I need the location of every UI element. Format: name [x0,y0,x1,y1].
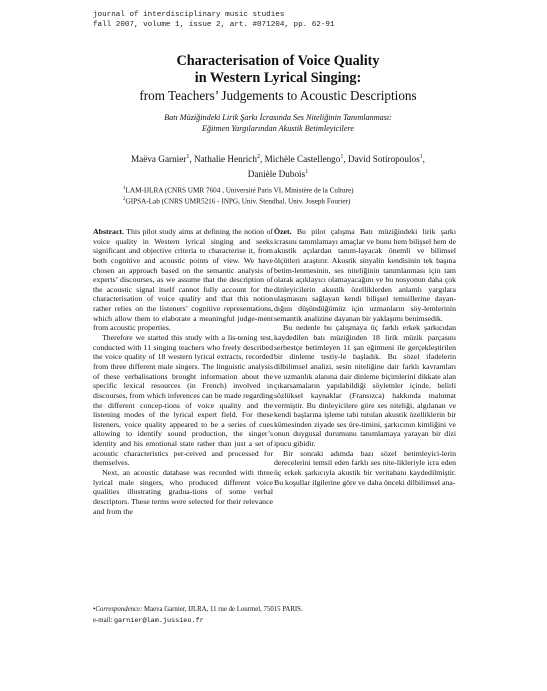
journal-header [93,11,335,30]
author-affiliation-mark: 1 [305,168,309,175]
affiliation-mark: 1 [123,186,126,191]
title-line-1: Characterisation of Voice Quality [176,53,380,69]
author-name: Danièle Dubois [247,168,306,179]
abstract-heading: Abstract. [93,227,124,236]
abstract-paragraph [93,227,273,333]
abstract-column [93,227,273,516]
ozet-heading: Özet. [274,227,292,236]
journal-name: journal of interdisciplinary music studies [93,11,285,19]
affiliation-text: LAM-IJLRA (CNRS UMR 7604 , Université Paris VI, Ministère de la Culture) [125,186,354,195]
footnote-address: Maeva Garnier, IJLRA, 11 rue de Lourmel, 75015 PARIS. [144,606,303,613]
turkish-title-line-1: Batı Müziğindeki Lirik Şarkı İcrasında Ses Niteliğinin Tanımlanması: [164,113,392,122]
turkish-title-line-2: Eğitmen Yargılarından Akustik Betimleyicilere [202,124,354,133]
author-name: Nathalie Henrich [193,154,257,165]
author-affiliation-mark: 1 [419,154,423,160]
author-name: Maëva Garnier [131,154,187,165]
journal-issue: fall 2007, volume 1, issue 2, art. #071204, pp. 62-91 [93,20,335,29]
paper-title [93,53,463,87]
affiliation-mark: 2 [123,197,126,203]
ozet-paragraph: Bu nedenle bu çalışmaya üç farklı erkek şarkıcıdan kaydedilen batı müziğinden 18 lirik müzik parçasını serbestçe betimleyen 11 şan eğitmeni ile gerçekleştirilen bir dinleme testiy-le başladık. Bu sözel ifadelerin dilbilimsel analizi, sesin niteliğine dair farklı kavramları ve uzmanlık alanına dair dinleme biçimlerini dikkate alan çıkarsamaların yapılabildiği söylemler içinde, belirli sözlüksel kaynaklar (Fransızca) hakkında malumat vermiştir. Bu dinleyicilere göre ses niteliği, algılanan ve kendi başlarına işleme tabi tutulan akustik özelliklerin bir kümesinden ziyade ses üre-timini, şarkıcının kimliğini ve onun duygusal durumunu tanımlamaya yarayan bir dizi ipucu gibidir. [274,323,456,449]
ozet-column [274,227,456,487]
ozet-paragraph: Bir sonraki adımda bazı sözel betimleyici-lerin derecelerini temsil eden farklı ses nite-likleriyle icra eden üç erkek şarkıcıyla akustik bir veritabanı kaydedilmiştir. Bu koşullar ilgilerine göre ve daha önceki dilbilimsel ana- [274,448,456,487]
email-label: e-mail: [93,617,113,624]
email-link[interactable]: garnier@lam.jussieu.fr [113,617,204,625]
author-affiliation-mark: 2 [256,154,260,160]
ozet-paragraph [274,227,456,323]
turkish-title [93,112,463,134]
abstract-paragraph: Therefore we started this study with a lis-tening test, conducted with 11 singing teachers who freely described the voice quality of 18 western lyrical extracts, recorded from three different male singers. The linguistic analysis of these verbalisations brought information about the specific lexical resources (in French) involved in discourses, from which inferences can be made regarding the different concep-tions of voice quality and the listening modes of the lyrical expert field. For these listeners, voice quality appeared to be a series of cues allowing to identify sound production, the singer’s identity and his emotional state rather than just a set of acoustic characteristics per-ceived and processed for themselves. [93,333,273,468]
abstract-text: This pilot study aims at defining the notion of voice quality in Western lyrical singing and seeks significant and objective criteria to characterise it, from both cognitive and acoustic points of view. We have chosen an approach based on the semantic analysis of experts’ discourses, as we assume that the description of the acoustic signal itself cannot fully account for the characterisation of voice quality and that this notion rather relies on the listeners’ cognitive representations, which allow them to elaborate a meaningful judge-ment from acoustic properties. [93,227,274,333]
affiliations [123,184,354,207]
author-name: Michèle Castellengo [264,154,341,165]
correspondence-footnote [93,604,303,627]
paper-subtitle: from Teachers’ Judgements to Acoustic Descriptions [139,88,417,103]
abstract-paragraph: Next, an acoustic database was recorded with three lyrical male singers, who produced different voice qualities illustrating gradua-tions of some verbal descriptors. These terms were selected for their relevance and from the [93,468,273,516]
author-name: David Sotiropoulos [347,154,420,165]
affiliation-item [123,184,354,195]
author-affiliation-mark: 1 [186,154,190,160]
affiliation-item [123,195,354,206]
ozet-text: Bu pilot çalışma Batı müziğindeki lirik şarkı icrasını tanımlamayı amaçlar ve bunu hem bilişsel hem de akustik açılardan tanım-layacak önemli ve bilimsel ölçütleri araştırır. Akustik sinyalin kendisinin tek başına betim-lenmesinin, ses niteliğinin tanımlanması için tam olarak açıklayıcı olamayacağını ve bu nosyonun daha çok dinleyicilerin akustik özelliklerden anlamlı yargılara ulaşmasını sağlayan kendi bilişsel temsillerine dayan-dığını düşündüğümüz için uzmanların söy-lemlerinin semantik analizine dayanan bir yaklaşımı benimsedik. [274,227,456,323]
title-line-2: in Western Lyrical Singing: [194,70,362,86]
footnote-label: Correspondence: [95,606,143,613]
footnote-marker: • [93,606,96,613]
author-affiliation-mark: 1 [340,154,344,160]
author-list: Maëva Garnier$^1$, Nathalie Henrich$^2$, Michèle Castellengo$^1$, David Sotiropoulos$^1$, Danièle Dubois$^1$ [131,154,425,179]
affiliation-text: GIPSA-Lab (CNRS UMR5216 - INPG, Univ. Stendhal, Univ. Joseph Fourier) [125,197,351,206]
